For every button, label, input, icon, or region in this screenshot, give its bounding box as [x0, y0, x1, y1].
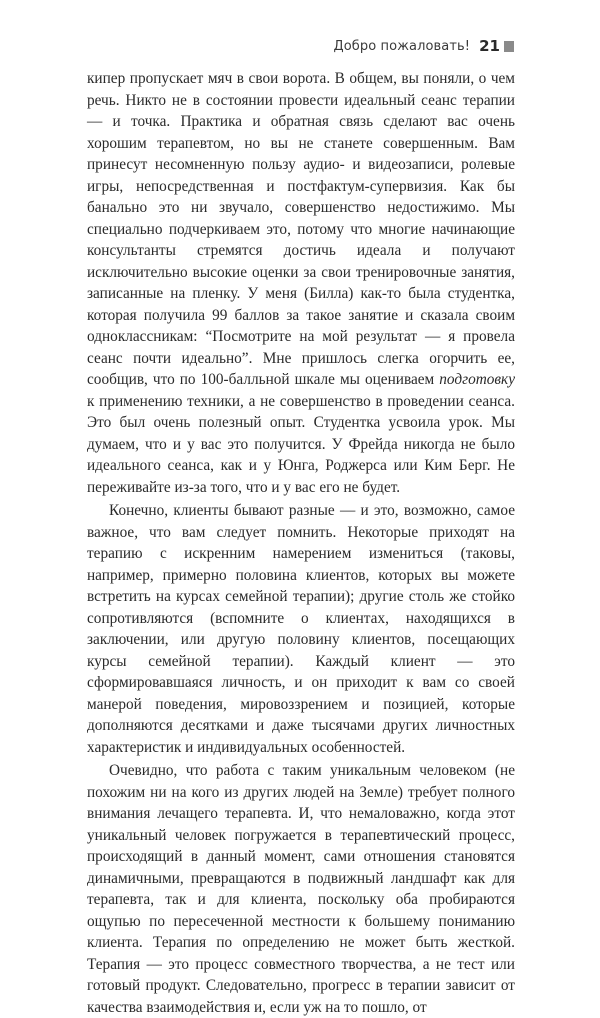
- paragraph-1-text-a: кипер пропускает мяч в свои ворота. В общем, вы поняли, о чем речь. Никто не в состоянии провести идеальный сеанс терапии — и точка. Практика и обратная связь сделают вас очень хорошим терапевтом, но вы не станете совершенным. Вам принесут несомненную пользу аудио- и видеозаписи, ролевые игры, непосредственная и постфактум-супервизия. Как бы банально это ни звучало, совершенство недостижимо. Мы специально подчеркиваем это, потому что многие начинающие консультанты стремятся достичь идеала и получают исключительно высокие оценки за свои тренировочные занятия, записанные на пленку. У меня (Билла) как-то была студентка, которая получила 99 баллов за такое занятие и сказала своим одноклассникам: “Посмотрите на мой результат — я провела сеанс почти идеально”. Мне пришлось слегка огорчить ее, сообщив, что по 100-балльной шкале мы оцениваем: [87, 70, 515, 388]
- paragraph-1-emphasis: подготовку: [439, 371, 515, 388]
- running-header: [333, 37, 514, 55]
- paragraph-2: Конечно, клиенты бывают разные — и это, возможно, самое важное, что вам следует помнить. Некоторые приходят на терапию с искренним намерением измениться (таковы, например, примерно половина клиентов, которых вы можете встретить на курсах семейной терапии); другие столь же стойко сопротивляются (вспомните о клиентах, находящихся в заключении, или другую половину клиентов, посещающих курсы семейной терапии). Каждый клиент — это сформировавшаяся личность, и он приходит к вам со своей манерой поведения, мировоззрением и позицией, которые дополняются десятками и даже тысячами других личностных характеристик и индивидуальных особенностей.: [87, 502, 515, 756]
- paragraph-1: [87, 68, 515, 498]
- page-marker-square: [504, 41, 514, 52]
- chapter-title: Добро пожаловать!: [333, 38, 471, 54]
- page-number: 21: [479, 37, 500, 55]
- body-text: [87, 68, 515, 1018]
- paragraph-3: Очевидно, что работа с таким уникальным человеком (не похожим ни на кого из других людей на Земле) требует полного внимания лечащего терапевта. И, что немаловажно, когда этот уникальный человек погружается в терапевтический процесс, происходящий в данный момент, сами отношения становятся динамичными, превращаются в подвижный ландшафт как для терапевта, так и для клиента, поскольку оба пробираются ощупью по пересеченной местности к большему пониманию клиента. Терапия по определению не может быть жесткой. Терапия — это процесс совместного творчества, а не тест или готовый продукт. Следовательно, прогресс в терапии зависит от качества взаимодействия и, если уж на то пошло, от: [87, 762, 515, 1016]
- paragraph-1-text-b: к применению техники, а не совершенство в проведении сеанса. Это был очень полезный опыт. Студентка усвоила урок. Мы думаем, что и у вас это получится. У Фрейда никогда не было идеального сеанса, как и у Юнга, Роджерса или Ким Берг. Не переживайте из-за того, что и у вас его не будет.: [87, 392, 515, 496]
